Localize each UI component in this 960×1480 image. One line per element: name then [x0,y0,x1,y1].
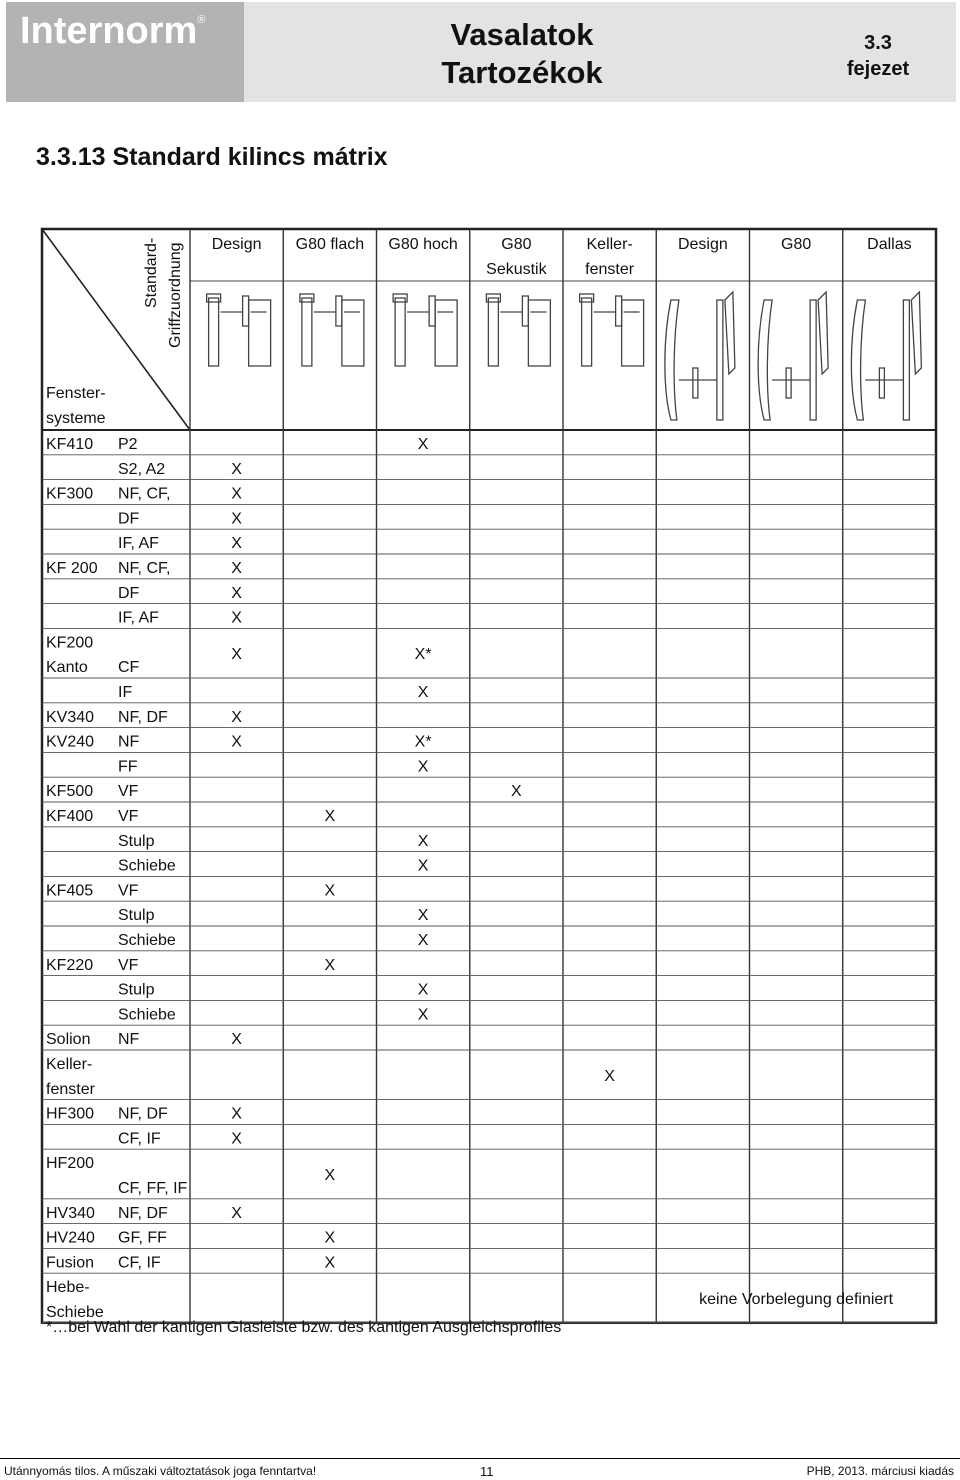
row-variant-label: P2 [118,436,138,453]
row-variant-label: DF [118,584,140,602]
row-system-label: HF200 [46,1155,95,1173]
column-header-label: Keller- [586,236,633,253]
corner-label-bottom-1: Fenster- [46,385,106,402]
matrix-mark: X [231,584,242,602]
matrix-mark: X [417,932,429,949]
matrix-mark: X [231,1130,242,1148]
row-variant-label: Stulp [118,981,155,999]
row-variant-label: VF [118,882,139,900]
row-system-label: KF410 [46,436,94,453]
row-variant-label: VF [118,956,139,974]
column-header-label: G80 flach [295,236,365,253]
row-system-label: KF400 [46,808,94,825]
row-variant-label: IF, AF [118,535,159,553]
matrix-mark: X [417,981,429,999]
row-system-label: Solion [46,1031,91,1049]
handle-icon-2 [300,294,364,366]
row-variant-label: VF [118,808,139,825]
row-system-label: KF405 [46,882,94,900]
row-variant-label: Schiebe [118,857,176,875]
row-system-label: HV340 [46,1204,95,1222]
corner-label-top-1: Standard- [143,237,160,308]
row-variant-label: DF [118,510,140,528]
matrix-mark: X [417,684,429,701]
header-title-line2: Tartozékok [441,55,603,90]
matrix-mark: X [324,1167,336,1184]
column-header-label: G80 [781,236,812,253]
row-variant-label: IF [118,684,133,701]
row-variant-label: IF, AF [118,609,159,627]
row-variant-label: CF [118,659,140,677]
matrix-mark: X [417,436,429,453]
footnote: *…bei Wahl der kantigen Glasleiste bzw. des kantigen Ausgleichsprofiles [46,1319,562,1336]
column-header-label: Design [677,236,728,253]
matrix-mark: X [231,460,242,478]
handle-icon-5 [580,294,644,366]
row-variant-label: CF, IF [118,1130,161,1148]
column-header-label: fenster [585,261,635,278]
matrix-mark: X [324,956,336,974]
row-variant-label: CF, IF [118,1254,161,1272]
row-system-label: Hebe- [46,1279,90,1297]
row-variant-label: FF [118,758,138,776]
handle-icon-4 [486,294,550,366]
chapter-number: 3.3 [864,32,892,54]
row-variant-label: NF, CF, [118,485,171,503]
row-variant-label: NF, DF [118,1105,168,1123]
row-system-label: Keller- [46,1056,93,1073]
matrix-mark: X [324,1254,336,1272]
footer-edition: PHB, 2013. márciusi kiadás [806,1464,954,1478]
row-variant-label: VF [118,783,139,801]
row-system-label: KF500 [46,783,94,801]
matrix-mark: X [231,560,242,577]
row-system-label: KF 200 [46,560,98,577]
row-system-label: HF300 [46,1105,95,1123]
row-system-label: KV240 [46,733,95,751]
column-header-label: G80 hoch [388,236,458,253]
matrix-mark: X [231,708,242,726]
footer-divider [0,1458,960,1459]
matrix-mark: X [231,1031,242,1049]
corner-label-bottom-2: systeme [46,410,106,427]
handle-icon-7 [758,292,828,420]
matrix-mark: X [417,758,429,776]
column-header-label: Dallas [867,236,912,253]
row-variant-label: Schiebe [118,932,176,949]
row-variant-label: S2, A2 [118,460,166,478]
row-variant-label: CF, FF, IF [118,1180,188,1197]
row-system-label: fenster [46,1080,95,1098]
handle-icon-6 [665,292,735,420]
handle-icon-1 [207,294,271,366]
column-header-label: G80 [501,236,532,253]
footer-copyright: Utánnyomás tilos. A műszaki változtatások joga fenntartva! [4,1464,317,1478]
column-header-label: Design [211,236,262,253]
row-variant-label: NF, DF [118,708,168,726]
matrix-mark: X [231,609,242,627]
matrix-mark: X [231,646,242,664]
row-system-label: KV340 [46,708,95,726]
row-variant-label: Stulp [118,832,155,850]
matrix-mark: X [604,1067,615,1085]
row-system-label: KF220 [46,956,94,974]
row-variant-label: NF [118,1031,140,1049]
matrix-mark: X [417,1006,429,1024]
row-variant-label: GF, FF [118,1229,167,1247]
matrix-mark: X* [414,646,432,664]
corner-label-top-2: Griffzuordnung [167,242,184,348]
row-variant-label: Schiebe [118,1006,176,1024]
matrix-mark: X [231,733,242,751]
row-system-label: Kanto [46,659,88,677]
page-number: 11 [480,1464,494,1479]
matrix-mark: X [417,907,429,925]
row-system-label: KF200 [46,634,94,652]
handle-icon-3 [393,294,457,366]
matrix-mark: X [231,510,242,528]
row-variant-label: NF, CF, [118,560,171,577]
brand-logo: Internorm® [20,10,206,52]
matrix-mark: X [417,857,429,875]
table-frame [42,229,936,1323]
section-title: 3.3.13 Standard kilincs mátrix [36,143,388,171]
matrix-mark: X [231,535,242,553]
matrix-mark: X [417,832,429,850]
matrix-mark: X [231,485,242,503]
matrix-mark: X [231,1204,242,1222]
row-system-label: KF300 [46,485,94,503]
row-note: keine Vorbelegung definiert [699,1291,894,1308]
column-header-label: Sekustik [486,261,547,278]
handle-icon-8 [851,292,921,420]
matrix-mark: X [324,808,336,825]
row-variant-label: NF, DF [118,1204,168,1222]
matrix-mark: X [324,882,336,900]
matrix-mark: X [511,783,522,801]
header-title-line1: Vasalatok [450,17,594,52]
row-variant-label: Stulp [118,907,155,925]
matrix-mark: X [231,1105,242,1123]
row-system-label: HV240 [46,1229,95,1247]
row-variant-label: NF [118,733,140,751]
chapter-label: fejezet [846,58,910,80]
row-system-label: Fusion [46,1254,95,1272]
matrix-mark: X* [414,733,432,751]
matrix-mark: X [324,1229,336,1247]
row-system-label: Schiebe [46,1304,104,1321]
